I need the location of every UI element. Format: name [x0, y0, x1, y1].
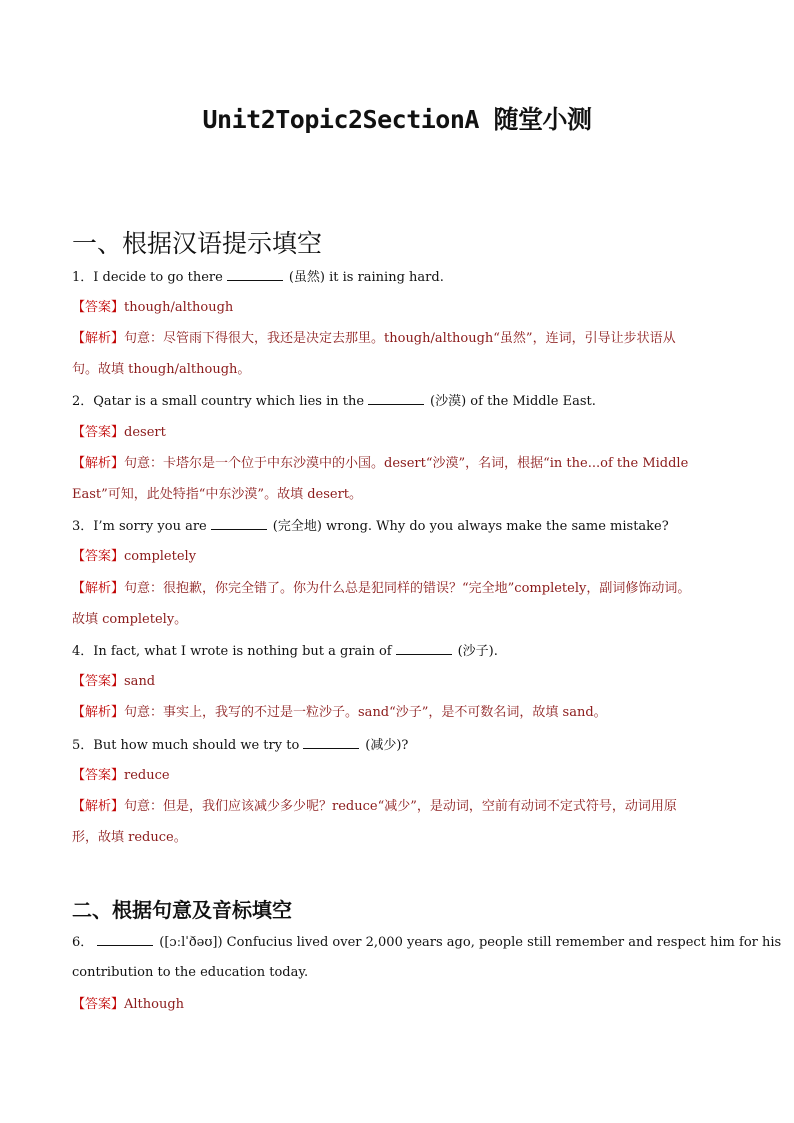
question-text-post: (减少)? [365, 738, 409, 753]
question-text-pre: 6． [72, 935, 94, 950]
question-1 [72, 268, 732, 287]
answer-tag: 【答案】 [72, 768, 125, 783]
question-text-post: (虽然) it is raining hard. [288, 270, 444, 285]
analysis-text: 句意：事实上，我写的不过是一粒沙子。sand“沙子”，是不可数名词，故填 sand。 [124, 705, 607, 720]
analysis-text: 句意：但是，我们应该减少多少呢？reduce“减少”，是动词，空前有动词不定式符号，动词用原 [124, 799, 677, 814]
answer-text: desert [124, 425, 166, 440]
answer-tag: 【答案】 [72, 425, 125, 440]
answer-tag: 【答案】 [72, 997, 125, 1012]
answer-text: though/although [124, 300, 234, 315]
answer-blank [368, 392, 424, 405]
answer-tag: 【答案】 [72, 300, 125, 315]
analysis-tag: 【解析】 [72, 331, 125, 346]
analysis-5-cont: 形，故填 reduce。 [72, 830, 187, 845]
analysis-tag: 【解析】 [72, 799, 125, 814]
section-heading-1: 一、根据汉语提示填空 [72, 229, 323, 258]
answer-tag: 【答案】 [72, 549, 125, 564]
section-heading-2: 二、根据句意及音标填空 [72, 898, 292, 922]
question-2 [72, 392, 732, 411]
analysis-4 [72, 704, 732, 722]
question-text-post: (完全地) wrong. Why do you always make the same mistake? [272, 519, 669, 534]
analysis-2-cont: East”可知，此处特指“中东沙漠”。故填 desert。 [72, 487, 363, 502]
analysis-3-cont: 故填 completely。 [72, 612, 188, 627]
answer-blank [227, 268, 283, 281]
question-text-pre: 1．I decide to go there [72, 270, 223, 285]
question-text-post: (沙漠) of the Middle East. [430, 394, 596, 409]
question-3 [72, 517, 732, 536]
question-text-pre: 5．But how much should we try to [72, 738, 300, 753]
analysis-text: 句意：卡塔尔是一个位于中东沙漠中的小国。desert“沙漠”，名词，根据“in the...of the Middle [124, 456, 689, 471]
answer-1 [72, 299, 732, 317]
question-text-post: ([ɔːlˈðəʊ]) Confucius lived over 2,000 years ago, people still remember and respect him for his [159, 935, 782, 950]
answer-blank [396, 642, 452, 655]
question-text-pre: 2．Qatar is a small country which lies in the [72, 394, 365, 409]
question-5 [72, 736, 732, 755]
answer-4 [72, 673, 732, 691]
document-title: Unit2Topic2SectionA 随堂小测 [202, 105, 592, 134]
question-text-pre: 3．I’m sorry you are [72, 519, 207, 534]
analysis-1 [72, 330, 732, 348]
answer-text: sand [124, 674, 156, 689]
answer-blank [97, 933, 153, 946]
analysis-3 [72, 580, 732, 598]
analysis-tag: 【解析】 [72, 456, 125, 471]
answer-blank [303, 736, 359, 749]
analysis-5 [72, 798, 732, 816]
analysis-text: 句意：尽管雨下得很大，我还是决定去那里。though/although“虽然”，连词，引导让步状语从 [124, 331, 676, 346]
analysis-2 [72, 455, 732, 473]
analysis-text: 句意：很抱歉，你完全错了。你为什么总是犯同样的错误？“完全地”completely，副词修饰动词。 [124, 581, 691, 596]
analysis-tag: 【解析】 [72, 581, 125, 596]
question-6-cont: contribution to the education today. [72, 965, 309, 980]
answer-text: reduce [124, 768, 170, 783]
answer-3 [72, 548, 732, 566]
answer-blank [211, 517, 267, 530]
answer-text: Although [124, 997, 185, 1012]
answer-5 [72, 767, 732, 785]
question-text-post: (沙子). [457, 644, 498, 659]
answer-2 [72, 424, 732, 442]
analysis-tag: 【解析】 [72, 705, 125, 720]
question-6 [72, 933, 782, 952]
question-4 [72, 642, 732, 661]
answer-tag: 【答案】 [72, 674, 125, 689]
question-text-pre: 4．In fact, what I wrote is nothing but a grain of [72, 644, 392, 659]
answer-text: completely [124, 549, 197, 564]
analysis-1-cont: 句。故填 though/although。 [72, 362, 251, 377]
answer-6 [72, 996, 732, 1014]
